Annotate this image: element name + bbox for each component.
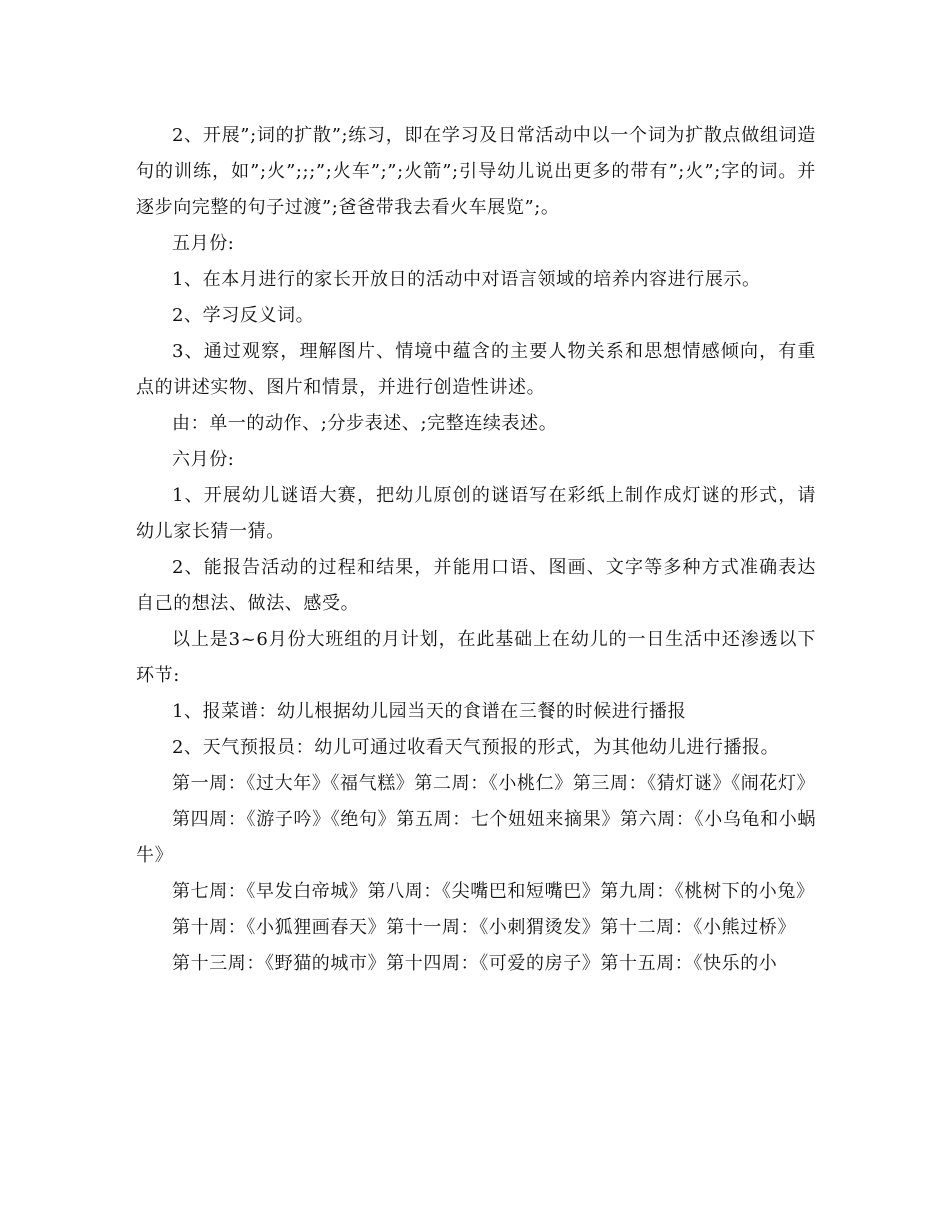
heading-june: 六月份: bbox=[172, 449, 235, 470]
paragraph-june-item-2: 2、能报告活动的过程和结果，并能用口语、图画、文字等多种方式准确表达自己的想法、做法、感受。 bbox=[136, 557, 816, 614]
paragraph-may-item-3: 3、通过观察，理解图片、情境中蕴含的主要人物关系和思想情感倾向，有重点的讲述实物、图片和情景，并进行创造性讲述。 bbox=[136, 341, 816, 398]
paragraph-word-expansion: 2、开展”;词的扩散”;练习，即在学习及日常活动中以一个词为扩散点做组词造句的训练，如”;火”;;;”;火车”;”;火箭”;引导幼儿说出更多的带有”;火”;字的词。并逐步向完整的句子过渡”;爸爸带我去看火车展览”;。 bbox=[136, 125, 816, 218]
paragraph-weeks-13-15: 第十三周：《野猫的城市》第十四周：《可爱的房子》第十五周：《快乐的小 bbox=[172, 953, 778, 974]
paragraph-description-steps: 由：单一的动作、;分步表述、;完整连续表述。 bbox=[172, 413, 558, 434]
paragraph-menu-report: 1、报菜谱：幼儿根据幼儿园当天的食谱在三餐的时候进行播报 bbox=[172, 701, 687, 722]
heading-may: 五月份: bbox=[172, 233, 235, 254]
paragraph-weeks-7-9: 第七周：《早发白帝城》第八周：《尖嘴巴和短嘴巴》第九周：《桃树下的小兔》 bbox=[172, 881, 815, 902]
paragraph-weeks-10-12: 第十周：《小狐狸画春天》第十一周：《小刺猬烫发》第十二周：《小熊过桥》 bbox=[172, 917, 796, 938]
document-body bbox=[136, 118, 816, 982]
paragraph-may-item-1: 1、在本月进行的家长开放日的活动中对语言领域的培养内容进行展示。 bbox=[172, 269, 761, 290]
paragraph-weeks-4-6: 第四周：《游子吟》《绝句》第五周：七个妞妞来摘果》第六周：《小乌龟和小蜗牛》 bbox=[136, 809, 816, 866]
paragraph-weeks-1-3: 第一周：《过大年》《福气糕》第二周：《小桃仁》第三周：《猜灯谜》《闹花灯》 bbox=[172, 773, 816, 794]
paragraph-june-item-1: 1、开展幼儿谜语大赛，把幼儿原创的谜语写在彩纸上制作成灯谜的形式，请幼儿家长猜一猜。 bbox=[136, 485, 816, 542]
paragraph-weather-report: 2、天气预报员：幼儿可通过收看天气预报的形式，为其他幼儿进行播报。 bbox=[172, 737, 780, 758]
paragraph-may-item-2: 2、学习反义词。 bbox=[172, 305, 315, 326]
paragraph-summary: 以上是3~6月份大班组的月计划，在此基础上在幼儿的一日生活中还渗透以下环节: bbox=[136, 629, 816, 686]
